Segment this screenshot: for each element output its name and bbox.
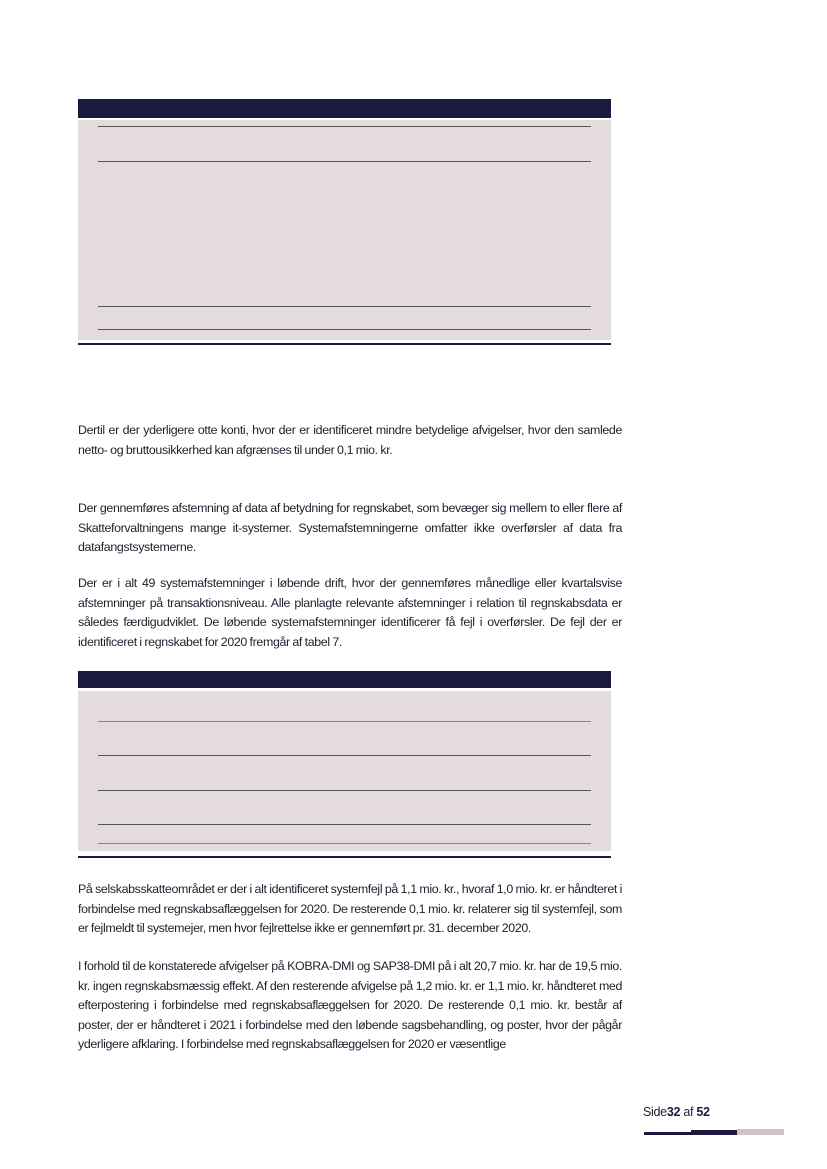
table-1-rule (98, 126, 591, 127)
current-page: 32 (666, 1105, 681, 1119)
paragraph-kobra-sap: I forhold til de konstaterede afvigelser på KOBRA-DMI og SAP38-DMI på i alt 20,7 mio. kr. har de 19,5 mio. kr. ingen regnskabsmæssig effekt. Af den resterende afvigelse på 1,2 mio. kr. er 1,1 mio. kr. håndteret med efterpostering i forbindelse med regnskabsaflæggelsen for 2020. De resterende 0,1 mio. kr. består af poster, der er håndteret i 2021 i forbindelse med den løbende sagsbehandling, og poster, hvor der pågår yderligere afklaring. I forbindelse med regnskabsaflæggelsen for 2020 er væsentlige (78, 959, 622, 1052)
table-7-bottom-border (78, 856, 611, 858)
page-number (643, 1105, 710, 1119)
table-7-rule (98, 721, 591, 722)
table-7-rule (98, 790, 591, 791)
table-1-rule (98, 306, 591, 307)
total-pages: 52 (696, 1105, 710, 1119)
paragraph-other-accounts: Dertil er der yderligere otte konti, hvor der er identificeret mindre betydelige afvigelser, hvor den samlede netto- og bruttousikkerhed kan afgrænses til under 0,1 mio. kr. (78, 423, 622, 457)
paragraph-system-reconciliations: Der er i alt 49 systemafstemninger i løbende drift, hvor der gennemføres månedlige eller kvartalsvise afstemninger på transaktionsniveau. Alle planlagte relevante afstemninger i relation til regnskabsdata er således færdigudviklet. De løbende systemafstemninger identificerer få fejl i overførsler. De fejl der er identificeret i regnskabet for 2020 fremgår af tabel 7. (78, 576, 622, 649)
table-1-header (78, 99, 611, 118)
footer-bar-light (737, 1129, 784, 1135)
table-1-bottom-border (78, 343, 611, 345)
table-1-rule (98, 161, 591, 162)
table-7-rule (98, 824, 591, 825)
table-1-body (78, 120, 611, 340)
table-1-rule (98, 329, 591, 330)
table-7-rule (98, 755, 591, 756)
page-side-label: Side (643, 1105, 667, 1119)
table-7-header (78, 671, 611, 688)
table-7-rule (98, 843, 591, 844)
table-1 (78, 99, 611, 340)
page-of-label: af (683, 1105, 694, 1119)
paragraph-reconciliation: Der gennemføres afstemning af data af betydning for regnskabet, som bevæger sig mellem to eller flere af Skatteforvaltningens mange it-systemer. Systemafstemningerne omfatter ikke overførsler af data fra datafangstsystemerne. (78, 501, 622, 555)
table-7-body (78, 691, 611, 851)
footer-bar-dark (691, 1130, 737, 1135)
paragraph-corporate-tax: På selskabsskatteområdet er der i alt identificeret systemfejl på 1,1 mio. kr., hvoraf 1,0 mio. kr. er håndteret i forbindelse med regnskabsaflæggelsen for 2020. De resterende 0,1 mio. kr. relaterer sig til systemfejl, som er fejlmeldt til systemejer, men hvor fejlrettelse ikke er gennemført pr. 31. december 2020. (78, 882, 622, 936)
table-7 (78, 671, 611, 851)
footer-bar-thin (644, 1132, 692, 1135)
